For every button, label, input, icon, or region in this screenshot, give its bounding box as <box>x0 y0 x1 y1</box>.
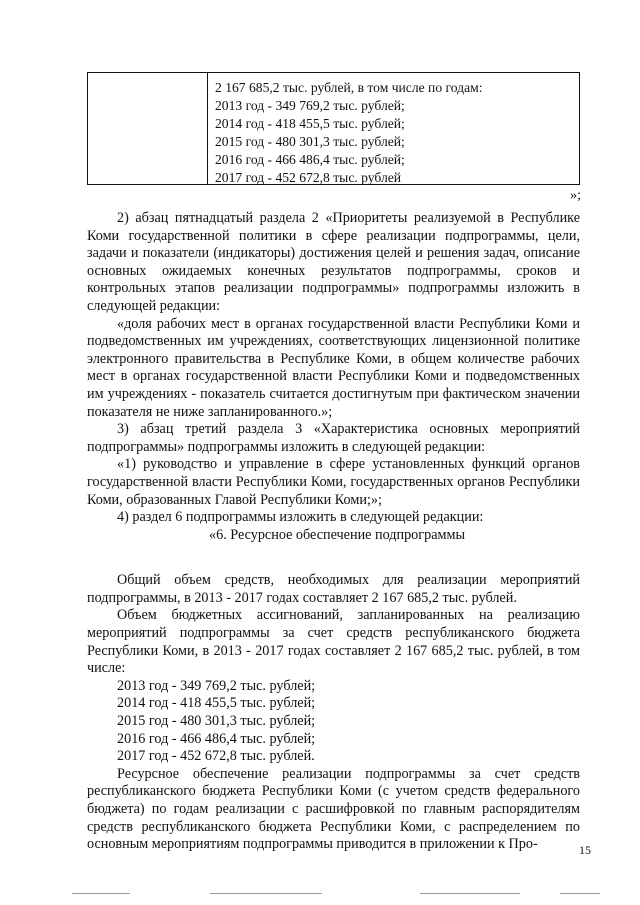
table-line: 2013 год - 349 769,2 тыс. рублей; <box>215 98 405 113</box>
list-item: 2013 год - 349 769,2 тыс. рублей; <box>117 677 316 694</box>
section-heading: «6. Ресурсное обеспечение подпрограммы <box>209 526 465 543</box>
table-line: 2017 год - 452 672,8 тыс. рублей <box>215 170 402 185</box>
list-item: 2015 год - 480 301,3 тыс. рублей; <box>117 713 316 730</box>
paragraph-resource-provision: Ресурсное обеспечение реализации подпрограммы за счет средств республиканского бюджета Республики Коми (с учетом средств федерального бюджета) по годам реализации с расшифровкой по главным распорядителям средств республиканского бюджета Республики Коми, с распределением по основным мероприятиям подпрограммы приводится в приложении к Про- <box>87 765 580 853</box>
paragraph-item-2: 2) абзац пятнадцатый раздела 2 «Приоритеты реализуемой в Республике Коми государственной политики в сфере реализации подпрограммы, цели, задачи и показатели (индикаторы) достижения целей и решения задач, описание основных ожидаемых конечных результатов подпрограммы, сроков и контрольных этапов реализации подпрограммы» подпрограммы изложить в следующей редакции: <box>87 210 580 314</box>
paragraph-quote-share: «доля рабочих мест в органах государственной власти Республики Коми и подведомственных им учреждениях, соответствующих лицензионной политике электронного правительства в Республике Коми, в общем количестве рабочих мест в органах государственной власти Республики Коми и подведомственных им учреждениях - показатель считается достигнутым при фактическом значении показателя не ниже запланированного.»; <box>87 315 580 420</box>
paragraph-item-4: 4) раздел 6 подпрограммы изложить в следующей редакции: <box>117 509 484 526</box>
year-list <box>87 678 580 766</box>
table-value-cell <box>208 73 579 184</box>
paragraph-quote-management: «1) руководство и управление в сфере установленных функций органов государственной власти Республики Коми, государственных органов Республики Коми, образованных Главой Республики Коми;»; <box>87 456 580 508</box>
budget-table <box>87 72 580 185</box>
scan-artifact-line <box>210 893 322 894</box>
table-empty-cell <box>88 73 208 184</box>
paragraph-total-volume: Общий объем средств, необходимых для реализации мероприятий подпрограммы, в 2013 - 2017 годах составляет 2 167 685,2 тыс. рублей. <box>87 572 580 606</box>
table-line: 2014 год - 418 455,5 тыс. рублей; <box>215 116 405 131</box>
table-line: 2 167 685,2 тыс. рублей, в том числе по годам: <box>215 80 483 95</box>
scan-artifact-line <box>420 893 520 894</box>
scan-artifact-line <box>560 893 600 894</box>
paragraph-budget-allocations: Объем бюджетных ассигнований, запланированных на реализацию мероприятий подпрограммы за счет средств республиканского бюджета Республики Коми, в 2013 - 2017 годах составляет 2 167 685,2 тыс. рублей, в том числе: <box>87 607 580 677</box>
body-text <box>87 210 580 854</box>
list-item: 2016 год - 466 486,4 тыс. рублей; <box>117 730 316 747</box>
closing-quote-mark: »; <box>570 188 581 203</box>
table-line: 2015 год - 480 301,3 тыс. рублей; <box>215 134 405 149</box>
paragraph-item-3: 3) абзац третий раздела 3 «Характеристика основных мероприятий подпрограммы» подпрограммы изложить в следующей редакции: <box>87 421 580 455</box>
scan-artifact-line <box>72 893 130 894</box>
list-item: 2014 год - 418 455,5 тыс. рублей; <box>117 695 316 712</box>
list-item: 2017 год - 452 672,8 тыс. рублей. <box>117 748 315 765</box>
table-line: 2016 год - 466 486,4 тыс. рублей; <box>215 152 405 167</box>
page-number: 15 <box>579 843 591 857</box>
spacer <box>87 544 580 572</box>
